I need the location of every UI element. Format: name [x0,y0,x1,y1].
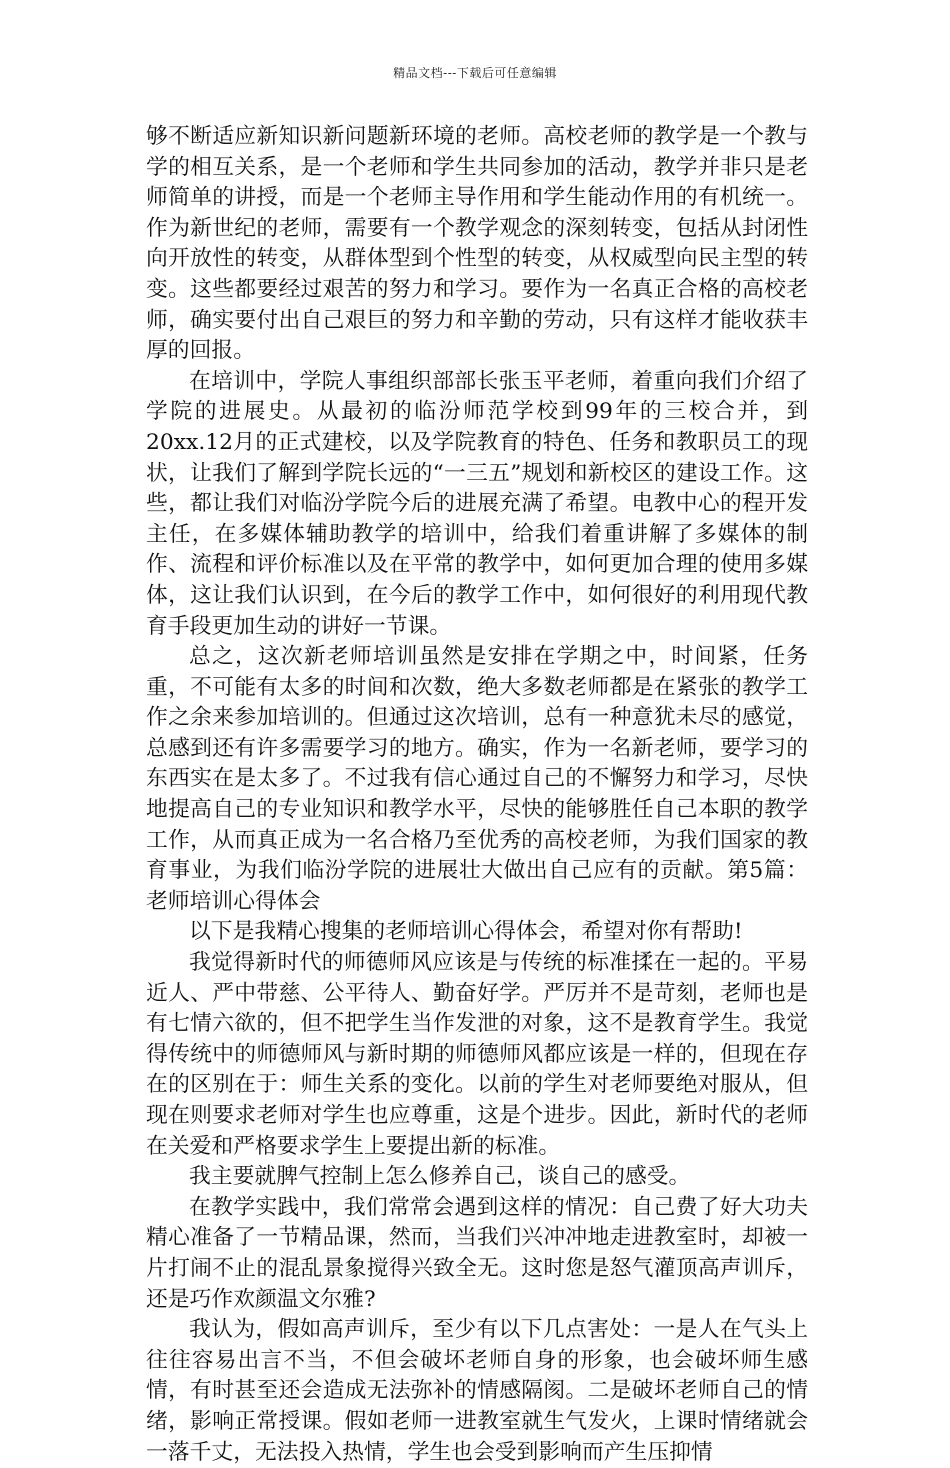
paragraph-5: 我觉得新时代的师德师风应该是与传统的标准揉在一起的。平易近人、严中带慈、公平待人、勤奋好学。严厉并不是苛刻，老师也是有七情六欲的，但不把学生当作发泄的对象，这不是教育学生。我觉得传统中的师德师风与新时期的师德师风都应该是一样的，但现在存在的区别在于：师生关系的变化。以前的学生对老师要绝对服从，但现在则要求老师对学生也应尊重，这是个进步。因此，新时代的老师在关爱和严格要求学生上要提出新的标准。 [146,950,808,1159]
page-header: 精品文档---下载后可任意编辑 [393,66,557,80]
paragraph-1: 够不断适应新知识新问题新环境的老师。高校老师的教学是一个教与学的相互关系，是一个老师和学生共同参加的活动，教学并非只是老师简单的讲授，而是一个老师主导作用和学生能动作用的有机统一。作为新世纪的老师，需要有一个教学观念的深刻转变，包括从封闭性向开放性的转变，从群体型到个性型的转变，从权威型向民主型的转变。这些都要经过艰苦的努力和学习。要作为一名真正合格的高校老师，确实要付出自己艰巨的努力和辛勤的劳动，只有这样才能收获丰厚的回报。 [146,124,808,364]
paragraph-4: 以下是我精心搜集的老师培训心得体会，希望对你有帮助! [189,919,743,945]
document-body [146,122,808,1468]
paragraph-6: 我主要就脾气控制上怎么修养自己，谈自己的感受。 [189,1164,691,1190]
paragraph-7: 在教学实践中，我们常常会遇到这样的情况：自己费了好大功夫精心准备了一节精品课，然而，当我们兴冲冲地走进教室时，却被一片打闹不止的混乱景象搅得兴致全无。这时您是怒气灌顶高声训斥，还是巧作欢颜温文尔雅? [146,1194,808,1312]
paragraph-2: 在培训中，学院人事组织部部长张玉平老师，着重向我们介绍了学院的进展史。从最初的临汾师范学校到99年的三校合并，到20xx.12月的正式建校，以及学院教育的特色、任务和教职员工的现状，让我们了解到学院长远的“一三五”规划和新校区的建设工作。这些，都让我们对临汾学院今后的进展充满了希望。电教中心的程开发主任，在多媒体辅助教学的培训中，给我们着重讲解了多媒体的制作、流程和评价标准以及在平常的教学中，如何更加合理的使用多媒体，这让我们认识到，在今后的教学工作中，如何很好的利用现代教育手段更加生动的讲好一节课。 [146,368,808,639]
paragraph-8: 我认为，假如高声训斥，至少有以下几点害处：一是人在气头上往往容易出言不当，不但会破坏老师自身的形象，也会破坏师生感情，有时甚至还会造成无法弥补的情感隔阂。二是破坏老师自己的情绪，影响正常授课。假如老师一进教室就生气发火，上课时情绪就会一落千丈，无法投入热情，学生也会受到影响而产生压抑情 [146,1317,808,1465]
paragraph-3: 总之，这次新老师培训虽然是安排在学期之中，时间紧，任务重，不可能有太多的时间和次数，绝大多数老师都是在紧张的教学工作之余来参加培训的。但通过这次培训，总有一种意犹未尽的感觉，总感到还有许多需要学习的地方。确实，作为一名新老师，要学习的东西实在是太多了。不过我有信心通过自己的不懈努力和学习，尽快地提高自己的专业知识和教学水平，尽快的能够胜任自己本职的教学工作，从而真正成为一名合格乃至优秀的高校老师，为我们国家的教育事业，为我们临汾学院的进展壮大做出自己应有的贡献。第5篇：老师培训心得体会 [146,644,808,914]
